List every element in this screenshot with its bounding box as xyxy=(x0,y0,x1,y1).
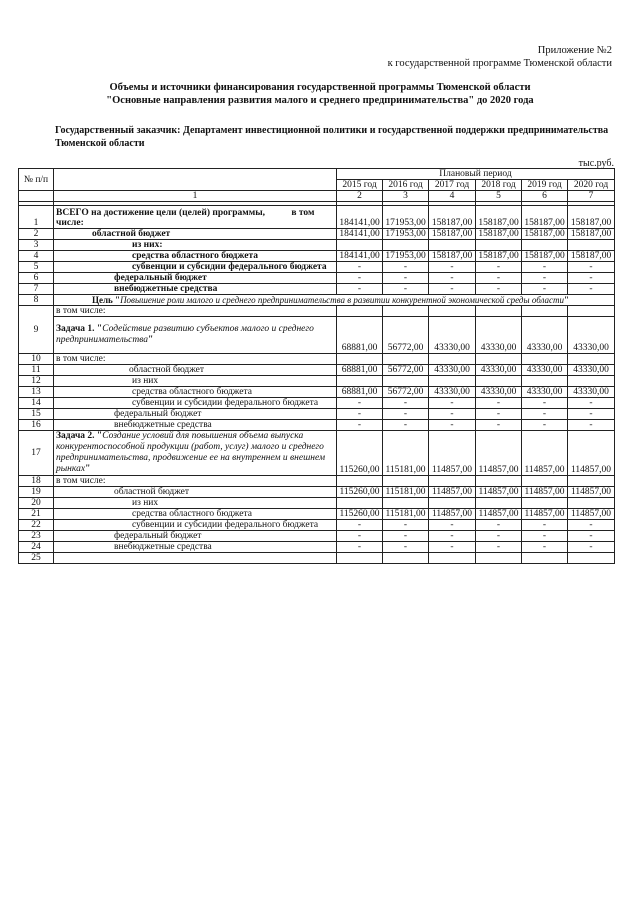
table-row xyxy=(19,409,615,420)
value-cell: - xyxy=(568,420,615,431)
value-cell: 171953,00 xyxy=(383,229,429,240)
row-number: 14 xyxy=(19,398,54,409)
row-number: 7 xyxy=(19,284,54,295)
row-description: средства областного бюджета xyxy=(54,509,337,520)
index-cell xyxy=(19,191,54,202)
value-cell xyxy=(337,376,383,387)
row-description: в том числе: xyxy=(54,476,337,487)
value-cell xyxy=(383,376,429,387)
value-cell xyxy=(337,553,383,564)
value-cell xyxy=(429,476,476,487)
value-cell: - xyxy=(429,273,476,284)
row-description: из них: xyxy=(54,240,337,251)
row-description: федеральный бюджет xyxy=(54,273,337,284)
table-row xyxy=(19,365,615,376)
table-row xyxy=(19,498,615,509)
row-description: субвенции и субсидии федерального бюджета xyxy=(54,520,337,531)
row-description: из них xyxy=(54,498,337,509)
row-number: 20 xyxy=(19,498,54,509)
index-cell: 7 xyxy=(568,191,615,202)
row-number: 11 xyxy=(19,365,54,376)
value-cell xyxy=(476,376,522,387)
row-number: 8 xyxy=(19,295,54,306)
row-description: субвенции и субсидии федерального бюджета xyxy=(54,398,337,409)
value-cell: 114857,00 xyxy=(568,487,615,498)
value-cell: - xyxy=(429,420,476,431)
value-cell: - xyxy=(383,262,429,273)
value-cell: 114857,00 xyxy=(568,509,615,520)
value-cell: 56772,00 xyxy=(383,365,429,376)
value-cell xyxy=(522,306,568,317)
value-cell xyxy=(476,498,522,509)
value-cell: 56772,00 xyxy=(383,387,429,398)
value-cell: - xyxy=(568,262,615,273)
value-cell: - xyxy=(337,520,383,531)
row-number: 10 xyxy=(19,354,54,365)
row-number: 5 xyxy=(19,262,54,273)
table-row xyxy=(19,398,615,409)
row-description xyxy=(54,206,337,229)
row-description: средства областного бюджета xyxy=(54,251,337,262)
table-row xyxy=(19,431,615,476)
row-number: 4 xyxy=(19,251,54,262)
value-cell: - xyxy=(476,284,522,295)
row-number: 9 xyxy=(19,306,54,354)
row-description: в том числе: xyxy=(54,306,337,317)
value-cell: - xyxy=(337,284,383,295)
value-cell xyxy=(522,240,568,251)
value-cell: - xyxy=(522,542,568,553)
row-description: областной бюджет xyxy=(54,365,337,376)
goal-description xyxy=(54,295,615,306)
value-cell: - xyxy=(429,409,476,420)
value-cell: 114857,00 xyxy=(522,487,568,498)
value-cell: - xyxy=(429,398,476,409)
value-cell xyxy=(476,354,522,365)
value-cell: - xyxy=(383,542,429,553)
value-cell: 114857,00 xyxy=(522,509,568,520)
value-cell: 115260,00 xyxy=(337,431,383,476)
row-description: субвенции и субсидии федерального бюджета xyxy=(54,262,337,273)
row-description: федеральный бюджет xyxy=(54,531,337,542)
value-cell: - xyxy=(476,262,522,273)
financing-table xyxy=(18,168,615,564)
value-cell: - xyxy=(568,398,615,409)
task-description xyxy=(54,431,337,476)
value-cell: - xyxy=(568,273,615,284)
value-cell xyxy=(429,376,476,387)
value-cell xyxy=(522,354,568,365)
value-cell: - xyxy=(522,284,568,295)
row-number: 1 xyxy=(19,206,54,229)
value-cell xyxy=(568,498,615,509)
value-cell xyxy=(429,306,476,317)
value-cell: - xyxy=(429,542,476,553)
title-line-2: "Основные направления развития малого и среднего предпринимательства" до 2020 года xyxy=(106,95,534,106)
value-cell: 43330,00 xyxy=(476,387,522,398)
value-cell: 43330,00 xyxy=(522,365,568,376)
table-row xyxy=(19,553,615,564)
task-text: Содействие развитию субъектов малого и среднего предпринимательства xyxy=(56,324,314,345)
unit-label: тыс.руб. xyxy=(578,158,614,169)
value-cell: 114857,00 xyxy=(476,509,522,520)
value-cell: - xyxy=(337,531,383,542)
row-number: 21 xyxy=(19,509,54,520)
goal-suffix: " xyxy=(564,295,570,305)
table-row xyxy=(19,542,615,553)
row-description xyxy=(54,553,337,564)
value-cell xyxy=(383,476,429,487)
goal-text: Повышение роли малого и среднего предпринимательства в развитии конкурентной экономической среды области xyxy=(120,295,565,305)
value-cell: - xyxy=(522,420,568,431)
appendix-number: Приложение №2 xyxy=(537,45,612,56)
header-year: 2015 год xyxy=(337,180,383,191)
value-cell: - xyxy=(476,273,522,284)
value-cell: - xyxy=(337,542,383,553)
value-cell: 43330,00 xyxy=(429,365,476,376)
value-cell: 158187,00 xyxy=(476,206,522,229)
value-cell: - xyxy=(429,531,476,542)
value-cell: 158187,00 xyxy=(568,206,615,229)
value-cell: 171953,00 xyxy=(383,251,429,262)
row-description: внебюджетные средства xyxy=(54,284,337,295)
value-cell xyxy=(568,240,615,251)
value-cell: - xyxy=(476,542,522,553)
row-number: 22 xyxy=(19,520,54,531)
value-cell xyxy=(476,476,522,487)
row-description: средства областного бюджета xyxy=(54,387,337,398)
table-row xyxy=(19,251,615,262)
row-description: внебюджетные средства xyxy=(54,420,337,431)
header-year: 2017 год xyxy=(429,180,476,191)
row-description: областной бюджет xyxy=(54,487,337,498)
value-cell: 158187,00 xyxy=(522,229,568,240)
value-cell: - xyxy=(337,409,383,420)
value-cell: - xyxy=(383,531,429,542)
header-year: 2020 год xyxy=(568,180,615,191)
value-cell xyxy=(476,306,522,317)
value-cell xyxy=(337,498,383,509)
value-cell: - xyxy=(522,409,568,420)
value-cell: 115181,00 xyxy=(383,431,429,476)
value-cell: - xyxy=(383,273,429,284)
row-number: 12 xyxy=(19,376,54,387)
value-cell xyxy=(568,476,615,487)
row-number: 2 xyxy=(19,229,54,240)
value-cell: - xyxy=(383,420,429,431)
value-cell: - xyxy=(429,262,476,273)
table-row xyxy=(19,531,615,542)
value-cell: - xyxy=(337,273,383,284)
header-year: 2016 год xyxy=(383,180,429,191)
table-row xyxy=(19,240,615,251)
value-cell xyxy=(568,306,615,317)
table-row xyxy=(19,354,615,365)
value-cell xyxy=(337,306,383,317)
task-description xyxy=(54,317,337,354)
value-cell: 115260,00 xyxy=(337,487,383,498)
task-suffix: " xyxy=(85,464,91,474)
task-prefix: Задача 1. " xyxy=(56,324,103,334)
row-number: 13 xyxy=(19,387,54,398)
value-cell xyxy=(476,553,522,564)
header-row-period xyxy=(19,169,615,180)
value-cell: - xyxy=(429,284,476,295)
value-cell: 68881,00 xyxy=(337,317,383,354)
table-row xyxy=(19,420,615,431)
value-cell xyxy=(429,354,476,365)
value-cell: 158187,00 xyxy=(429,251,476,262)
value-cell: 43330,00 xyxy=(568,387,615,398)
table-row xyxy=(19,487,615,498)
value-cell xyxy=(429,240,476,251)
row-number: 15 xyxy=(19,409,54,420)
value-cell xyxy=(383,553,429,564)
value-cell: 184141,00 xyxy=(337,206,383,229)
value-cell: - xyxy=(568,284,615,295)
value-cell: - xyxy=(522,262,568,273)
value-cell xyxy=(568,354,615,365)
value-cell: 43330,00 xyxy=(522,317,568,354)
value-cell: 114857,00 xyxy=(522,431,568,476)
value-cell xyxy=(383,306,429,317)
table-row xyxy=(19,317,615,354)
row-number: 19 xyxy=(19,487,54,498)
value-cell xyxy=(522,376,568,387)
index-cell: 4 xyxy=(429,191,476,202)
value-cell: - xyxy=(337,398,383,409)
value-cell: - xyxy=(429,520,476,531)
value-cell: 43330,00 xyxy=(522,387,568,398)
header-year: 2018 год xyxy=(476,180,522,191)
task-suffix: " xyxy=(148,335,154,345)
value-cell: - xyxy=(383,409,429,420)
value-cell: - xyxy=(476,409,522,420)
value-cell: - xyxy=(522,398,568,409)
value-cell xyxy=(383,240,429,251)
value-cell: - xyxy=(476,531,522,542)
value-cell xyxy=(568,553,615,564)
value-cell: 158187,00 xyxy=(476,251,522,262)
table-row xyxy=(19,295,615,306)
task-prefix: Задача 2. " xyxy=(56,431,103,441)
table-row xyxy=(19,273,615,284)
row-description: внебюджетные средства xyxy=(54,542,337,553)
row-description: в том числе: xyxy=(54,354,337,365)
document-title xyxy=(0,81,640,107)
appendix-header xyxy=(388,44,612,70)
value-cell xyxy=(337,240,383,251)
row-number: 18 xyxy=(19,476,54,487)
value-cell: - xyxy=(522,520,568,531)
index-cell: 5 xyxy=(476,191,522,202)
value-cell: 158187,00 xyxy=(568,229,615,240)
value-cell xyxy=(337,354,383,365)
task-text: Создание условий для повышения объема выпуска конкурентоспособной продукции (работ, услуг) малого и среднего предпринимательства, продвижение ее на внутреннем и внешнем рынках xyxy=(56,431,326,474)
index-row xyxy=(19,191,615,202)
value-cell: 43330,00 xyxy=(476,365,522,376)
value-cell: 68881,00 xyxy=(337,387,383,398)
row-description: федеральный бюджет xyxy=(54,409,337,420)
index-cell: 1 xyxy=(54,191,337,202)
value-cell xyxy=(522,498,568,509)
table-row xyxy=(19,284,615,295)
table-row xyxy=(19,509,615,520)
index-cell: 6 xyxy=(522,191,568,202)
value-cell: 114857,00 xyxy=(476,487,522,498)
value-cell: 56772,00 xyxy=(383,317,429,354)
row-number: 23 xyxy=(19,531,54,542)
value-cell: 171953,00 xyxy=(383,206,429,229)
value-cell: 158187,00 xyxy=(429,206,476,229)
row-number: 6 xyxy=(19,273,54,284)
table-row xyxy=(19,206,615,229)
value-cell: - xyxy=(568,409,615,420)
value-cell xyxy=(522,553,568,564)
value-cell: 114857,00 xyxy=(429,487,476,498)
value-cell: - xyxy=(476,520,522,531)
appendix-reference: к государственной программе Тюменской области xyxy=(387,58,612,69)
value-cell xyxy=(568,376,615,387)
value-cell: 43330,00 xyxy=(568,365,615,376)
value-cell xyxy=(522,476,568,487)
value-cell: - xyxy=(522,273,568,284)
value-cell: 158187,00 xyxy=(522,206,568,229)
value-cell: 114857,00 xyxy=(568,431,615,476)
value-cell: - xyxy=(568,520,615,531)
value-cell: - xyxy=(522,531,568,542)
value-cell: 158187,00 xyxy=(522,251,568,262)
value-cell: 68881,00 xyxy=(337,365,383,376)
value-cell: - xyxy=(568,531,615,542)
value-cell: 184141,00 xyxy=(337,229,383,240)
goal-prefix: Цель " xyxy=(92,295,121,305)
value-cell: 158187,00 xyxy=(568,251,615,262)
table-row xyxy=(19,476,615,487)
row-number: 17 xyxy=(19,431,54,476)
value-cell xyxy=(383,354,429,365)
value-cell xyxy=(429,553,476,564)
index-cell: 3 xyxy=(383,191,429,202)
value-cell xyxy=(476,240,522,251)
title-line-1: Объемы и источники финансирования государственной программы Тюменской области xyxy=(109,82,531,93)
value-cell: 114857,00 xyxy=(476,431,522,476)
value-cell: - xyxy=(337,262,383,273)
table-row xyxy=(19,306,615,317)
header-planned-period: Плановый период xyxy=(337,169,615,180)
value-cell xyxy=(337,476,383,487)
row-description: областной бюджет xyxy=(54,229,337,240)
value-cell: - xyxy=(383,284,429,295)
header-description xyxy=(54,169,337,191)
value-cell: - xyxy=(476,420,522,431)
row-description: из них xyxy=(54,376,337,387)
value-cell: 158187,00 xyxy=(429,229,476,240)
header-number: № п/п xyxy=(19,169,54,191)
value-cell: - xyxy=(383,520,429,531)
value-cell: 115181,00 xyxy=(383,509,429,520)
row-number: 24 xyxy=(19,542,54,553)
total-label-cont: в том xyxy=(291,208,315,218)
table-row xyxy=(19,262,615,273)
row-number: 16 xyxy=(19,420,54,431)
value-cell: 184141,00 xyxy=(337,251,383,262)
total-label-end: числе: xyxy=(56,218,84,228)
value-cell: 115181,00 xyxy=(383,487,429,498)
row-number: 25 xyxy=(19,553,54,564)
table-row xyxy=(19,229,615,240)
value-cell xyxy=(429,498,476,509)
value-cell: 114857,00 xyxy=(429,509,476,520)
value-cell: 43330,00 xyxy=(429,317,476,354)
value-cell: - xyxy=(568,542,615,553)
value-cell: 115260,00 xyxy=(337,509,383,520)
value-cell: 43330,00 xyxy=(476,317,522,354)
table-row xyxy=(19,376,615,387)
table-row xyxy=(19,387,615,398)
value-cell: - xyxy=(476,398,522,409)
value-cell: 43330,00 xyxy=(568,317,615,354)
total-label: ВСЕГО на достижение цели (целей) программы, xyxy=(56,208,266,218)
index-cell: 2 xyxy=(337,191,383,202)
table-row xyxy=(19,520,615,531)
value-cell xyxy=(383,498,429,509)
header-year: 2019 год xyxy=(522,180,568,191)
value-cell: 43330,00 xyxy=(429,387,476,398)
row-number: 3 xyxy=(19,240,54,251)
value-cell: - xyxy=(337,420,383,431)
state-customer: Государственный заказчик: Департамент инвестиционной политики и государственной поддержки предпринимательства Тюменской области xyxy=(55,125,609,149)
value-cell: 114857,00 xyxy=(429,431,476,476)
value-cell: - xyxy=(383,398,429,409)
value-cell: 158187,00 xyxy=(476,229,522,240)
